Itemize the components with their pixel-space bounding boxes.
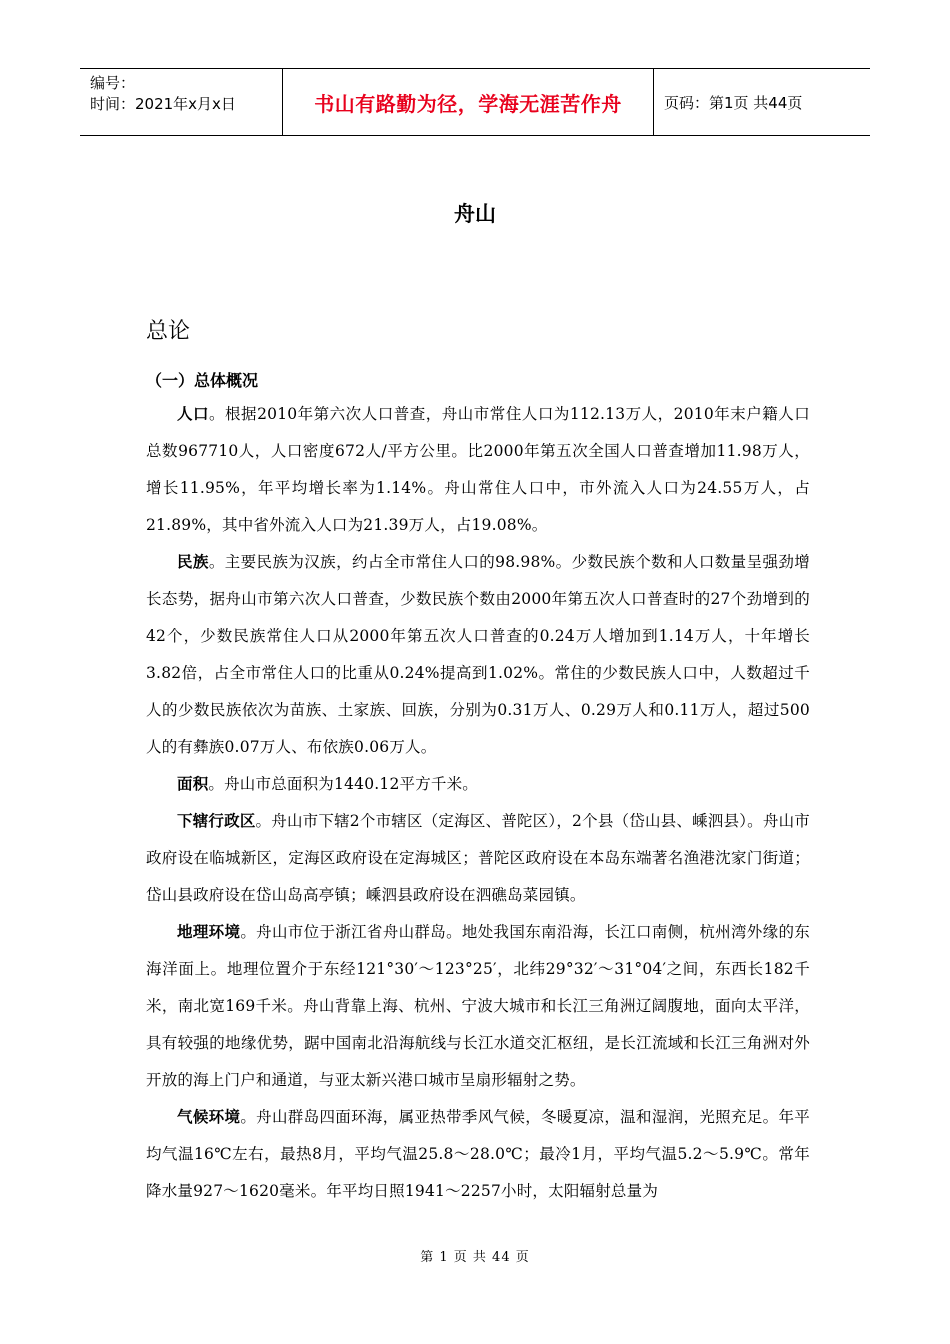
- paragraph-districts: [146, 803, 810, 914]
- paragraph-lead: 人口: [177, 405, 210, 423]
- header-time: 时间：2021年x月x日: [90, 95, 236, 113]
- paragraph-lead: 气候环境: [177, 1108, 241, 1126]
- paragraph-geography: [146, 914, 810, 1099]
- page-header: [80, 68, 870, 136]
- paragraph-lead: 面积: [177, 775, 209, 793]
- paragraph-text: 。主要民族为汉族，约占全市常住人口的98.98%。少数民族个数和人口数量呈强劲增长态势，据舟山市第六次人口普查，少数民族个数由2000年第五次人口普查时的27个劲增到的42个，少数民族常住人口从2000年第五次人口普查的0.24万人增加到1.14万人，十年增长3.82倍，占全市常住人口的比重从0.24%提高到1.02%。常住的少数民族人口中，人数超过千人的少数民族依次为苗族、土家族、回族，分别为0.31万人、0.29万人和0.11万人，超过500人的有彝族0.07万人、布依族0.06万人。: [146, 553, 811, 756]
- header-meta: [80, 69, 282, 135]
- page-footer: 第 1 页 共 44 页: [420, 1250, 530, 1265]
- header-page-number: 页码：第1页 共44页: [664, 93, 803, 112]
- header-motto: 书山有路勤为径，学海无涯苦作舟: [282, 69, 654, 135]
- paragraph-climate: [146, 1099, 810, 1210]
- paragraph-population: [146, 396, 810, 544]
- paragraph-text: 。舟山市总面积为1440.12平方千米。: [208, 775, 479, 793]
- body-content: [146, 396, 810, 1210]
- paragraph-lead: 下辖行政区: [177, 812, 256, 830]
- paragraph-text: 。舟山群岛四面环海，属亚热带季风气候，冬暖夏凉，温和湿润，光照充足。年平均气温16℃左右，最热8月，平均气温25.8～28.0℃；最冷1月，平均气温5.2～5.9℃。常年降水量927～1620毫米。年平均日照1941～2257小时，太阳辐射总量为: [146, 1108, 810, 1200]
- paragraph-lead: 地理环境: [177, 923, 241, 941]
- paragraph-area: [146, 766, 810, 803]
- paragraph-lead: 民族: [177, 553, 209, 571]
- header-number: 编号：: [90, 74, 136, 92]
- paragraph-text: 。根据2010年第六次人口普查，舟山市常住人口为112.13万人，2010年末户籍人口总数967710人，人口密度672人/平方公里。比2000年第五次全国人口普查增加11.98万人，增长11.95%，年平均增长率为1.14%。舟山常住人口中，市外流入人口为24.55万人，占21.89%，其中省外流入人口为21.39万人，占19.08%。: [146, 405, 810, 534]
- section-heading: 总论: [146, 319, 191, 344]
- paragraph-text: 。舟山市位于浙江省舟山群岛。地处我国东南沿海，长江口南侧，杭州湾外缘的东海洋面上。地理位置介于东经121°30′～123°25′，北纬29°32′～31°04′之间，东西长182千米，南北宽169千米。舟山背靠上海、杭州、宁波大城市和长江三角洲辽阔腹地，面向太平洋，具有较强的地缘优势，踞中国南北沿海航线与长江水道交汇枢纽，是长江流域和长江三角洲对外开放的海上门户和通道，与亚太新兴港口城市呈扇形辐射之势。: [146, 923, 810, 1089]
- subsection-heading: （一）总体概况: [146, 371, 259, 390]
- document-title: 舟山: [454, 202, 496, 226]
- paragraph-text: 。舟山市下辖2个市辖区（定海区、普陀区），2个县（岱山县、嵊泗县）。舟山市政府设在临城新区，定海区政府设在定海城区；普陀区政府设在本岛东端著名渔港沈家门街道；岱山县政府设在岱山岛高亭镇；嵊泗县政府设在泗礁岛菜园镇。: [146, 812, 810, 904]
- paragraph-ethnicity: [146, 544, 810, 766]
